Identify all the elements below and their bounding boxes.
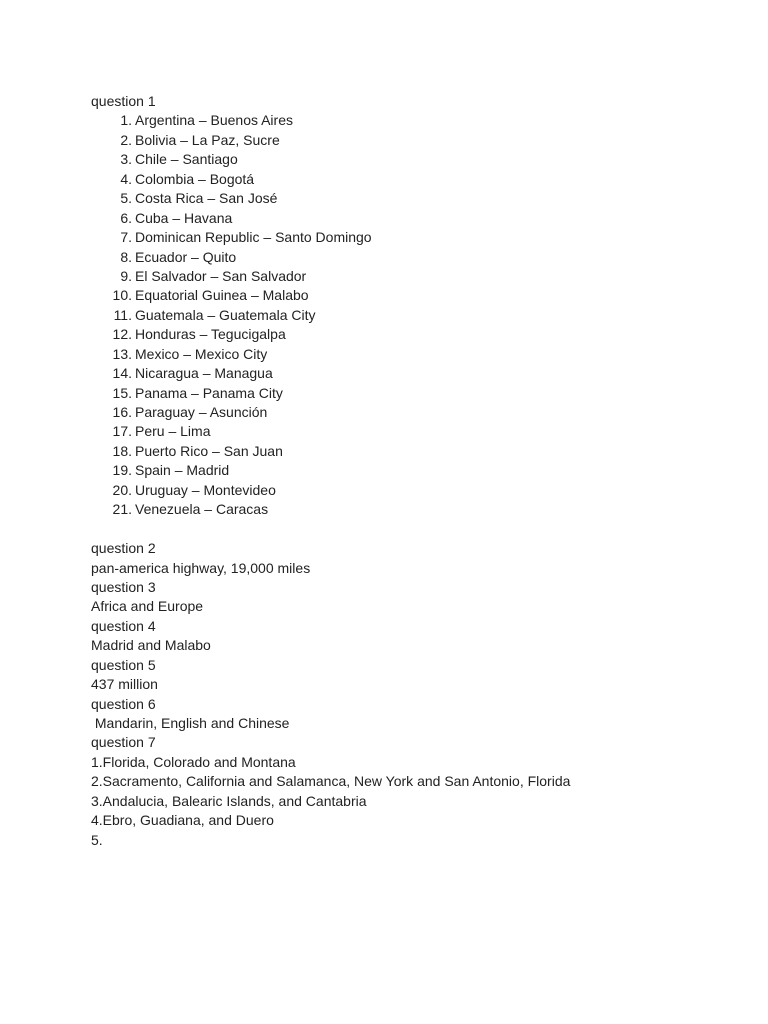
- list-item-text: Panama – Panama City: [135, 384, 283, 401]
- list-item: [91, 306, 731, 325]
- list-item-text: Nicaragua – Managua: [135, 365, 273, 382]
- list-item: [91, 150, 731, 169]
- list-number: 6.: [120, 209, 132, 226]
- list-item: [91, 286, 731, 305]
- question-2-heading: question 2: [91, 540, 156, 557]
- list-number: 5.: [120, 190, 132, 207]
- list-item: [91, 461, 731, 480]
- question-6-answer: Mandarin, English and Chinese: [91, 715, 290, 731]
- list-item-text: Argentina – Buenos Aires: [135, 112, 293, 129]
- list-item-text: Venezuela – Caracas: [135, 501, 269, 518]
- list-item: [91, 422, 731, 441]
- list-item-text: Bolivia – La Paz, Sucre: [135, 131, 280, 148]
- list-number: 4.: [120, 170, 132, 187]
- list-number: 9.: [120, 267, 132, 284]
- list-item-text: Costa Rica – San José: [135, 190, 278, 207]
- list-item: [91, 325, 731, 344]
- list-item: [91, 481, 731, 500]
- list-item: [91, 189, 731, 208]
- list-item: [91, 131, 731, 150]
- list-number: 17.: [112, 423, 132, 440]
- list-number: 15.: [112, 384, 132, 401]
- list-number: 18.: [112, 442, 132, 459]
- list-item-text: Cuba – Havana: [135, 209, 233, 226]
- question-1-heading: question 1: [91, 93, 156, 109]
- list-item-text: Spain – Madrid: [135, 462, 230, 479]
- list-number: 3.: [120, 151, 132, 168]
- list-item-text: Guatemala – Guatemala City: [135, 306, 316, 323]
- list-item-text: Chile – Santiago: [135, 151, 238, 168]
- list-item: [91, 403, 731, 422]
- list-number: 13.: [112, 345, 132, 362]
- list-item-text: Colombia – Bogotá: [135, 170, 255, 187]
- list-item: [91, 111, 731, 130]
- list-item-text: Uruguay – Montevideo: [135, 481, 276, 498]
- list-number: 2.: [120, 131, 132, 148]
- list-item-text: Puerto Rico – San Juan: [135, 442, 283, 459]
- question-7-answer-line: 4.Ebro, Guadiana, and Duero: [91, 812, 274, 829]
- question-4-heading: question 4: [91, 617, 156, 634]
- list-number: 12.: [112, 326, 132, 343]
- list-number: 11.: [113, 306, 132, 323]
- question-5-heading: question 5: [91, 656, 156, 673]
- list-item: [91, 345, 731, 364]
- question-4-answer: Madrid and Malabo: [91, 637, 211, 654]
- question-2-answer: pan-america highway, 19,000 miles: [91, 559, 311, 576]
- list-number: 19.: [112, 462, 132, 479]
- list-item: [91, 228, 731, 247]
- list-item: [91, 384, 731, 403]
- document-body: [91, 92, 731, 850]
- question-5-answer: 437 million: [91, 676, 158, 693]
- list-item-text: Ecuador – Quito: [135, 248, 237, 265]
- list-number: 21.: [112, 501, 132, 518]
- list-item-text: Paraguay – Asunción: [135, 404, 268, 420]
- list-item: [91, 267, 731, 286]
- blank-line: [91, 520, 731, 539]
- question-3-answer: Africa and Europe: [91, 598, 204, 615]
- list-number: 1.: [120, 112, 132, 129]
- list-item-text: Equatorial Guinea – Malabo: [135, 287, 309, 304]
- list-item: [91, 500, 731, 519]
- list-item: [91, 209, 731, 228]
- list-item: [91, 170, 731, 189]
- question-7-answer-line: 1.Florida, Colorado and Montana: [91, 753, 296, 770]
- list-number: 20.: [112, 481, 132, 498]
- question-7-heading: question 7: [91, 734, 156, 751]
- list-item-text: Honduras – Tegucigalpa: [135, 326, 286, 343]
- question-7-answer-line: 5.: [91, 831, 103, 848]
- list-item: [91, 248, 731, 267]
- capitals-list: [91, 111, 731, 519]
- list-number: 14.: [112, 365, 132, 382]
- question-7-answer-line: 2.Sacramento, California and Salamanca, New York and San Antonio, Florida: [91, 773, 571, 790]
- list-item-text: Dominican Republic – Santo Domingo: [135, 229, 372, 246]
- list-number: 16.: [112, 404, 132, 420]
- list-item-text: Peru – Lima: [135, 423, 211, 440]
- question-7-answer-line: 3.Andalucia, Balearic Islands, and Cantabria: [91, 792, 367, 809]
- question-3-heading: question 3: [91, 578, 156, 595]
- list-number: 10.: [112, 287, 132, 304]
- list-item: [91, 364, 731, 383]
- question-6-heading: question 6: [91, 695, 156, 712]
- list-number: 7.: [120, 229, 132, 246]
- list-number: 8.: [120, 248, 132, 265]
- list-item: [91, 442, 731, 461]
- list-item-text: El Salvador – San Salvador: [135, 267, 307, 284]
- list-item-text: Mexico – Mexico City: [135, 345, 268, 362]
